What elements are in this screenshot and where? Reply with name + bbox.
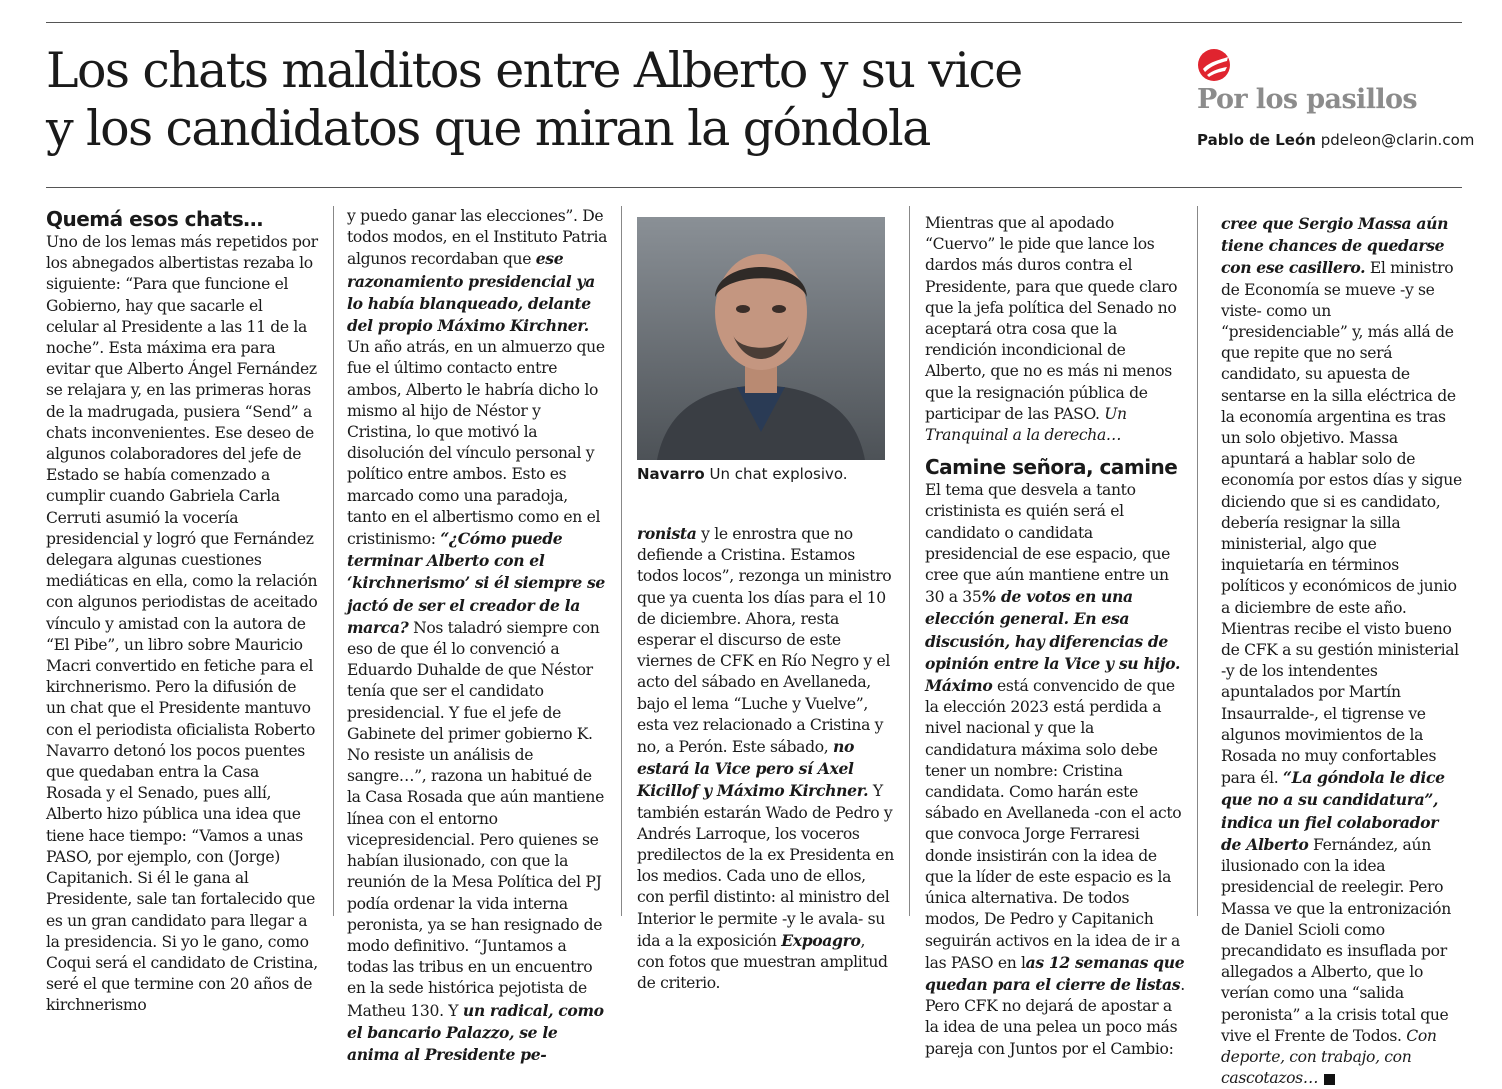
caption-text: Un chat explosivo.: [709, 465, 848, 483]
column-2-text: y puedo ganar las elecciones”. De todos modos, en el Instituto Patria algunos recordaban que ese razonamiento presidencial ya lo había blanqueado, delante del propio Máximo Kirchner. Un año atrás, en un almuerzo que fue el último contacto entre ambos, Alberto le habría dicho lo mismo al hijo de Néstor y Cristina, lo que motivó la disolución del vínculo personal y político entre ambos. Esto es marcado como una paradoja, tanto en el albertismo como en el cristinismo: “¿Cómo puede terminar Alberto con el ‘kirchnerismo’ si él siempre se jactó de ser el creador de la marca? Nos taladró siempre con eso de que él lo convenció a Eduardo Duhalde de que Néstor tenía que ser el candidato presidencial. Y fue el jefe de Gabinete del primer gobierno K. No resiste un análisis de sangre…”, razona un habitué de la Casa Rosada que aún mantiene línea con el entorno vicepresidencial. Pero quienes se habían ilusionado, con que la reunión de la Mesa Política del PJ podía ordenar la vida interna peronista, ya se han resignado de modo definitivo. “Juntamos a todas las tribus en un encuentro en la sede histórica pejotista de Matheu 130. Y un radical, como el bancario Palazzo, se le anima al Presidente pe-: [347, 207, 608, 1064]
end-mark-icon: [1324, 1074, 1335, 1085]
article-column-2: [347, 206, 609, 1066]
author-email: pdeleon@clarin.com: [1320, 131, 1475, 149]
navarro-photo: [637, 217, 885, 460]
column-divider: [621, 206, 622, 916]
header-rule: [46, 187, 1462, 188]
byline: [1197, 131, 1474, 149]
clarin-logo-icon: [1197, 48, 1233, 82]
column-4-text-b: El tema que desvela a tanto cristinista es quién será el candidato o candidata presidencial de ese espacio, que cree que aún mantiene entre un 30 a 35% de votos en una elección general. En esa discusión, hay diferencias de opinión entre la Vice y su hijo. Máximo está convencido de que la elección 2023 está perdida a nivel nacional y que la candidatura máxima solo debe tener un nombre: Cristina candidata. Como harán este sábado en Avellaneda -con el acto que convoca Jorge Ferraresi donde insistirán con la idea de que la líder de este espacio es la única alternativa. De todos modos, De Pedro y Capitanich seguirán activos en la idea de ir a las PASO en las 12 semanas que quedan para el cierre de listas. Pero CFK no dejará de apostar a la idea de una pelea un poco más pareja con Juntos por el Cambio:: [925, 481, 1185, 1058]
top-rule: [46, 22, 1462, 23]
article-column-5: [1221, 213, 1462, 1089]
section-title: Por los pasillos: [1197, 84, 1418, 115]
article-column-1: [46, 206, 318, 1017]
column-5-text: cree que Sergio Massa aún tiene chances de quedarse con ese casillero. El ministro de Economía se mueve -y se viste- como un “presidenciable” y, más allá de que repite que no será candidato, su apuesta de sentarse en la silla eléctrica de la economía argentina es tras un solo objetivo. Massa apuntará a hablar solo de economía por estos días y sigue diciendo que si es candidato, debería resignar la silla ministerial, algo que inquietaría en términos políticos y económicos de junio a diciembre de este año. Mientras recibe el visto bueno de CFK a su gestión ministerial -y de los intendentes apuntalados por Martín Insaurralde-, el tigrense ve algunos movimientos de la Rosada no muy confortables para él. “La góndola le dice que no a su candidatura”, indica un fiel colaborador de Alberto Fernández, aún ilusionado con la idea presidencial de reelegir. Pero Massa ve que la entronización de Daniel Scioli como precandidato es insuflada por allegados a Alberto, que lo verían como una “salida peronista” a la crisis total que vive el Frente de Todos. Con deporte, con trabajo, con cascotazos…: [1221, 214, 1462, 1088]
headline: [46, 42, 1046, 158]
column-divider: [909, 206, 910, 916]
article-column-3: [637, 523, 895, 994]
headline-line-1: Los chats malditos entre Alberto y su vice: [46, 42, 1022, 99]
photo-caption: [637, 465, 848, 483]
column-divider: [333, 206, 334, 916]
column-3-text: ronista y le enrostra que no defiende a Cristina. Estamos todos locos”, rezonga un ministro que ya cuenta los días para el 10 de diciembre. Ahora, resta esperar el discurso de este viernes de CFK en Río Negro y el acto del sábado en Avellaneda, bajo el lema “Luche y Vuelve”, esta vez relacionado a Cristina y no, a Perón. Este sábado, no estará la Vice pero sí Axel Kicillof y Máximo Kirchner. Y también estarán Wado de Pedro y Andrés Larroque, los voceros predilectos de la ex Presidenta en los medios. Cada uno de ellos, con perfil distinto: al ministro del Interior le permite -y le avala- su ida a la exposición Expoagro, con fotos que muestran amplitud de criterio.: [637, 524, 894, 993]
article-column-4: [925, 213, 1187, 1060]
subhead-2: Camine señora, camine: [925, 455, 1178, 480]
column-1-text: Uno de los lemas más repetidos por los abnegados albertistas rezaba lo siguiente: “Para que funcione el Gobierno, hay que sacarle el celular al Presidente a las 11 de la noche”. Esta máxima era para evitar que Alberto Ángel Fernández se relajara y, en las primeras horas de la madrugada, pusiera “Send” a chats inconvenientes. Ese deseo de algunos colaboradores del jefe de Estado se había comenzado a cumplir cuando Gabriela Carla Cerruti asumió la vocería presidencial y logró que Fernández delegara algunas cuestiones mediáticas en ella, como la relación con algunos periodistas de aceitado vínculo y amistad con la autora de “El Pibe”, un libro sobre Mauricio Macri convertido en fetiche para el kirchnerismo. Pero la difusión de un chat que el Presidente mantuvo con el periodista oficialista Roberto Navarro detonó los pocos puentes que quedaban entra la Casa Rosada y el Senado, pues allí, Alberto hizo pública una idea que tiene hace tiempo: “Vamos a unas PASO, por ejemplo, con (Jorge) Capitanich. Si él le gana al Presidente, sale tan fortalecido que es un gran candidato para llegar a la presidencia. Si yo le gano, como Coqui será el candidato de Cristina, seré el que termine con 20 años de kirchnerismo: [46, 233, 318, 1015]
column-4-text-a: Mientras que al apodado “Cuervo” le pide que lance los dardos más duros contra el Presidente, para que quede claro que la jefa política del Senado no aceptará otra cosa que la rendición incondicional de Alberto, que no es más ni menos que la resignación pública de participar de las PASO. Un Tranquinal a la derecha…: [925, 214, 1178, 445]
column-divider: [1197, 206, 1198, 916]
closing-line: Con deporte, con trabajo, con cascotazos…: [1221, 1026, 1437, 1088]
headline-line-2: y los candidatos que miran la góndola: [46, 100, 930, 157]
subhead-1: Quemá esos chats…: [46, 207, 263, 231]
portrait-image: [637, 217, 885, 460]
author-name: Pablo de León: [1197, 131, 1316, 149]
caption-name: Navarro: [637, 465, 705, 483]
